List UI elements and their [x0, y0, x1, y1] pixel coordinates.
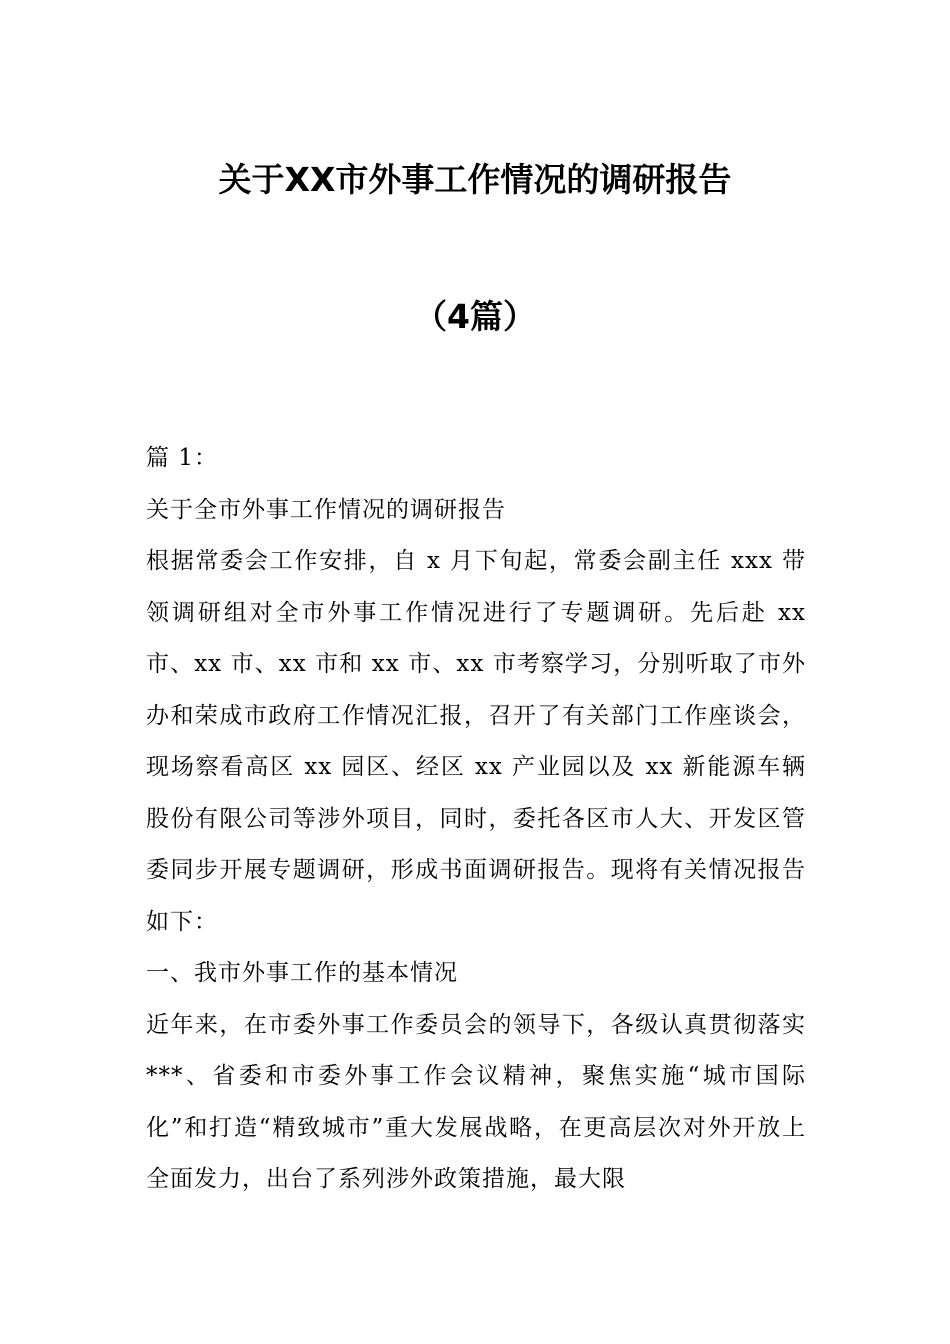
- document-body: [146, 433, 806, 1206]
- document-title: 关于XX市外事工作情况的调研报告: [218, 160, 732, 199]
- section-label: 篇 1：: [146, 445, 218, 471]
- document-subtitle: （4篇）: [414, 297, 536, 336]
- paragraph-overview: 近年来，在市委外事工作委员会的领导下，各级认真贯彻落实***、省委和市委外事工作会议精神，聚焦实施“城市国际化”和打造“精致城市”重大发展战略，在更高层次对外开放上全面发力，出台了系列涉外政策措施，最大限: [146, 1011, 806, 1192]
- report-title: 关于全市外事工作情况的调研报告: [146, 496, 506, 523]
- paragraph-intro: 根据常委会工作安排，自 x 月下旬起，常委会副主任 xxx 带领调研组对全市外事工作情况进行了专题调研。先后赴 xx 市、xx 市、xx 市和 xx 市、xx 市考察学习，分别听取了市外办和荣成市政府工作情况汇报，召开了有关部门工作座谈会，现场察看高区 xx 园区、经区 xx 产业园以及 xx 新能源车辆股份有限公司等涉外项目，同时，委托各区市人大、开发区管委同步开展专题调研，形成书面调研报告。现将有关情况报告如下：: [146, 548, 806, 935]
- section-heading: 一、我市外事工作的基本情况: [146, 960, 458, 986]
